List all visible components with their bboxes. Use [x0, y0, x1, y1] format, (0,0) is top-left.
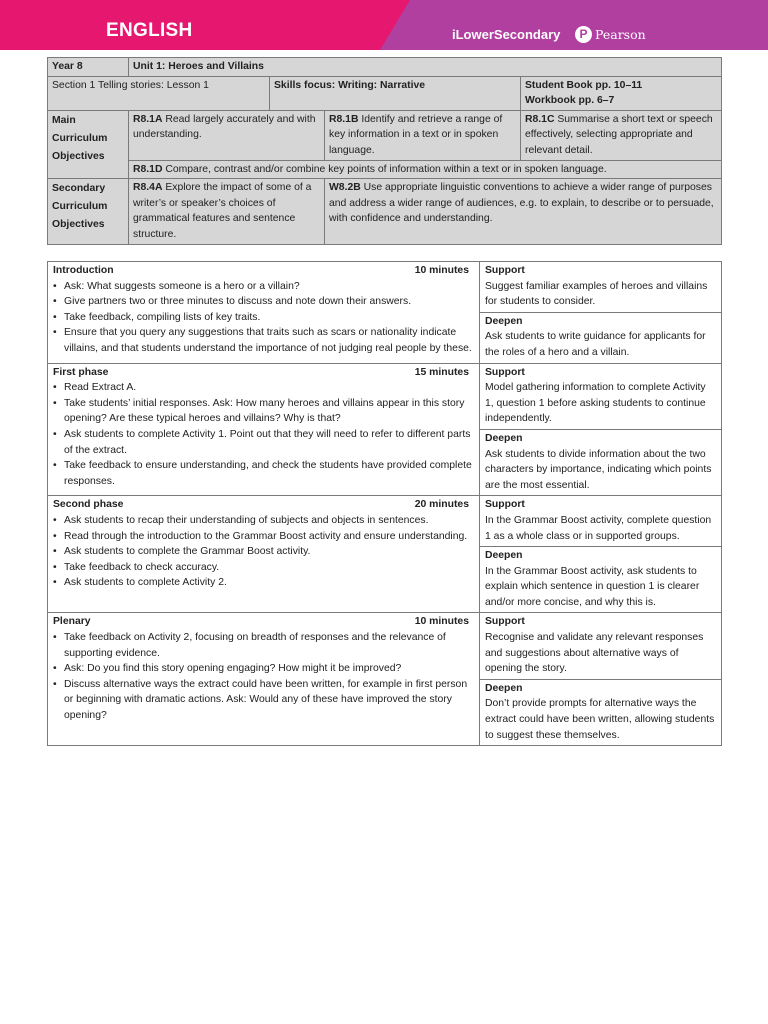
objective-text: Identify and retrieve a range of key information in a text or in spoken language.: [329, 113, 503, 156]
support-text: In the Grammar Boost activity, complete question 1 as a whole class or in supported groups.: [485, 514, 712, 542]
student-book-ref: Student Book pp. 10–11: [525, 79, 643, 91]
phase-activities: [48, 496, 480, 613]
support-box: [480, 496, 721, 546]
deepen-label: Deepen: [485, 682, 523, 694]
phase-duration: 10 minutes: [414, 616, 469, 628]
deepen-text: Don’t provide prompts for alternative ways the extract could have been written, allowing students to suggest these themselves.: [485, 698, 715, 741]
objective-code: R8.1C: [525, 113, 555, 125]
support-label: Support: [485, 499, 525, 511]
main-objectives-label: Main Curriculum Objectives: [48, 110, 129, 178]
workbook-ref: Workbook pp. 6–7: [525, 95, 615, 107]
deepen-text: Ask students to divide information about the two characters by importance, indicating which points are the most essential.: [485, 448, 712, 491]
bullet-item: • Ask students to complete Activity 2.: [53, 575, 474, 591]
objective-code: R8.1B: [329, 113, 359, 125]
support-text: Model gathering information to complete Activity 1, question 1 before asking students to continue independently.: [485, 382, 706, 425]
bullet-item: • Take feedback, compiling lists of key traits.: [53, 310, 474, 326]
objective-text: Read largely accurately and with understanding.: [133, 113, 316, 141]
support-box: [480, 613, 721, 678]
objective-code: R8.4A: [133, 182, 163, 194]
phase-title: Introduction: [53, 265, 114, 276]
phase-differentiation: [480, 613, 722, 746]
objective-code: W8.2B: [329, 182, 361, 194]
support-box: [480, 364, 721, 429]
bullet-item: • Take feedback on Activity 2, focusing on breadth of responses and the relevance of supporting evidence.: [53, 630, 474, 661]
deepen-box: [480, 679, 721, 745]
phase-title: Plenary: [53, 616, 91, 628]
phase-activities: [48, 363, 480, 496]
phase-differentiation: [480, 496, 722, 613]
bullet-item: • Take students’ initial responses. Ask: How many heroes and villains appear in this story opening? Are these typical heroes and villains? Why is that?: [53, 396, 474, 427]
main-objectives-row-2: [48, 160, 722, 179]
deepen-text: In the Grammar Boost activity, ask students to explain which sentence in question 1 is clearer and/or more concise, and why this is.: [485, 565, 700, 608]
bullet-item: • Discuss alternative ways the extract could have been written, for example in first person or beginning with dramatic actions. Ask: Would any of these have improved the story opening?: [53, 677, 474, 724]
objective-r84a: [129, 179, 325, 244]
phase-duration: 20 minutes: [414, 499, 469, 511]
lesson-plan-table: [47, 261, 722, 746]
phase-row-introduction: [48, 262, 722, 364]
bullet-item: • Give partners two or three minutes to discuss and note down their answers.: [53, 294, 474, 310]
year-cell: Year 8: [48, 58, 129, 77]
page-banner: [0, 0, 768, 50]
support-label: Support: [485, 616, 525, 628]
support-text: Suggest familiar examples of heroes and villains for students to consider.: [485, 280, 708, 308]
bullet-item: • Ensure that you query any suggestions that traits such as scars or nationality indicate villains, and that students understand the importance of not judging real people by these.: [53, 325, 474, 356]
phase-header: [53, 614, 474, 630]
objective-text: Explore the impact of some of a writer’s or speaker’s choices of grammatical features and sentence structure.: [133, 182, 312, 240]
objective-code: R8.1D: [133, 163, 163, 175]
phase-row-second: [48, 496, 722, 613]
bullet-item: • Ask: What suggests someone is a hero or a villain?: [53, 279, 474, 295]
main-objectives-row: [48, 110, 722, 160]
secondary-objectives-label: Secondary Curriculum Objectives: [48, 179, 129, 244]
objective-r81a: [129, 110, 325, 160]
bullet-item: • Take feedback to ensure understanding, and check the students have provided complete responses.: [53, 458, 474, 489]
bullet-item: • Ask students to complete Activity 1. Point out that they will need to refer to different parts of the extract.: [53, 427, 474, 458]
phase-header: [53, 497, 474, 513]
objective-text: Compare, contrast and/or combine key points of information within a text or in spoken language.: [162, 163, 607, 175]
phase-title: First phase: [53, 366, 109, 378]
year-unit-row: [48, 58, 722, 77]
phase-bullets: [53, 279, 474, 357]
phase-bullets: [53, 513, 474, 591]
phase-activities: [48, 262, 480, 364]
bullet-item: • Read Extract A.: [53, 380, 474, 396]
phase-bullets: [53, 630, 474, 724]
bullet-item: • Take feedback to check accuracy.: [53, 560, 474, 576]
books-cell: [521, 76, 722, 110]
deepen-box: [480, 429, 721, 495]
publisher-name: Pearson: [595, 27, 646, 42]
phase-row-plenary: [48, 613, 722, 746]
subject-title: ENGLISH: [106, 20, 193, 41]
bullet-item: • Ask: Do you find this story opening engaging? How might it be improved?: [53, 661, 474, 677]
objective-r81c: [521, 110, 722, 160]
unit-cell: Unit 1: Heroes and Villains: [129, 58, 722, 77]
bullet-item: • Read through the introduction to the Grammar Boost activity and ensure understanding.: [53, 529, 474, 545]
deepen-text: Ask students to write guidance for applicants for the roles of a hero and a villain.: [485, 331, 706, 358]
phase-differentiation: [480, 363, 722, 496]
objective-r81d: [129, 160, 722, 179]
phase-duration: 10 minutes: [414, 265, 469, 276]
phase-differentiation: [480, 262, 722, 364]
objective-text: Use appropriate linguistic conventions to achieve a wider range of purposes and address a wider range of audiences, e.g. to explain, to describe or to persuade, with confidence and understanding.: [329, 182, 714, 225]
phase-activities: [48, 613, 480, 746]
deepen-box: [480, 312, 721, 363]
objective-r81b: [325, 110, 521, 160]
bullet-item: • Ask students to recap their understanding of subjects and objects in sentences.: [53, 513, 474, 529]
pearson-logo-icon: P: [575, 26, 592, 43]
support-box: [480, 262, 721, 312]
bullet-item: • Ask students to complete the Grammar Boost activity.: [53, 544, 474, 560]
deepen-label: Deepen: [485, 432, 523, 444]
skills-cell: Skills focus: Writing: Narrative: [270, 76, 521, 110]
phase-bullets: [53, 380, 474, 489]
objective-code: R8.1A: [133, 113, 163, 125]
support-text: Recognise and validate any relevant responses and suggestions about alternative ways of opening the story.: [485, 632, 704, 675]
lesson-info-table: [47, 57, 722, 245]
phase-title: Second phase: [53, 499, 124, 511]
support-label: Support: [485, 366, 525, 378]
section-cell: Section 1 Telling stories: Lesson 1: [48, 76, 270, 110]
phase-row-first: [48, 363, 722, 496]
deepen-box: [480, 546, 721, 612]
phase-header: [53, 365, 474, 381]
deepen-label: Deepen: [485, 315, 523, 327]
support-label: Support: [485, 265, 525, 276]
deepen-label: Deepen: [485, 550, 523, 562]
phase-duration: 15 minutes: [414, 366, 469, 378]
objective-text: Summarise a short text or speech effectively, selecting appropriate and relevant detail.: [525, 113, 713, 156]
phase-header: [53, 263, 474, 279]
section-row: [48, 76, 722, 110]
secondary-objectives-row: [48, 179, 722, 244]
brand-name: iLowerSecondary: [452, 27, 561, 42]
objective-w82b: [325, 179, 722, 244]
